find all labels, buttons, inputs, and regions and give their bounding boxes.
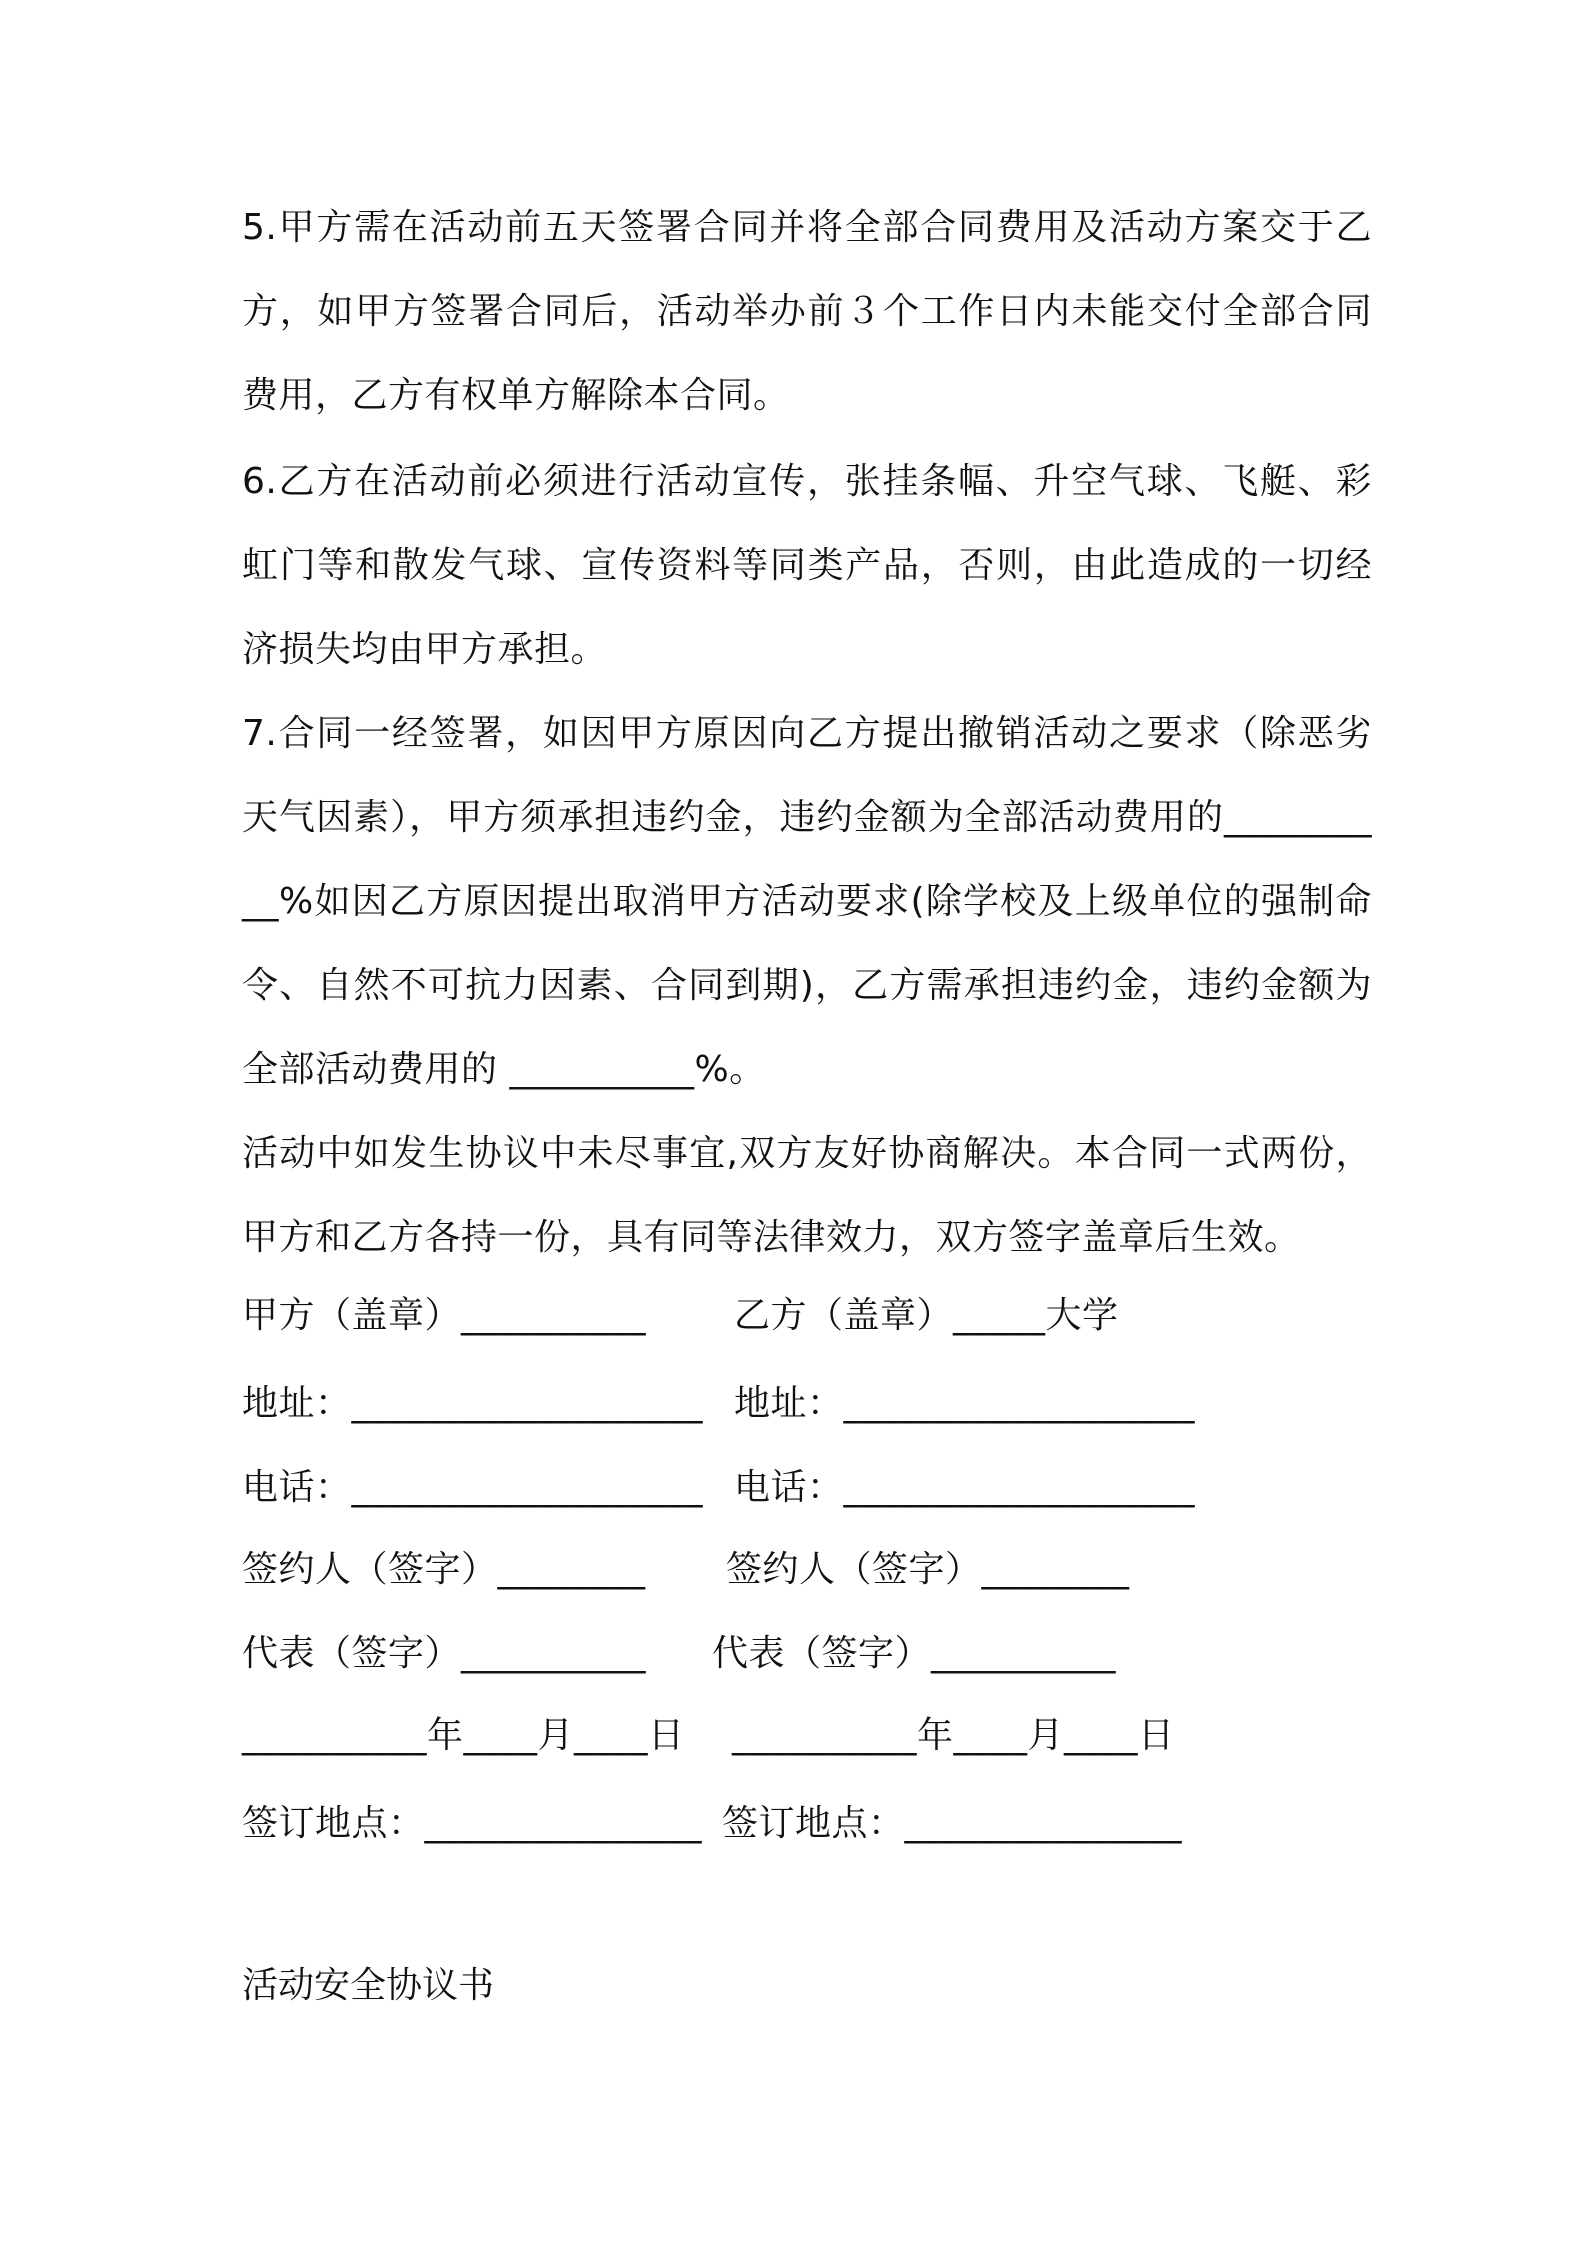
party-a-signer-field: 签约人（签字）________ xyxy=(242,1549,646,1590)
party-b-phone-field: 电话：___________________ xyxy=(734,1467,1196,1508)
party-a-address-field: 地址：___________________ xyxy=(242,1383,704,1424)
clause-6: 6.乙方在活动前必须进行活动宣传，张挂条幅、升空气球、飞艇、彩虹门等和散发气球、宣传资料等同类产品，否则，由此造成的一切经济损失均由甲方承担。 xyxy=(242,461,1372,670)
party-a-date-field: __________年____月____日 xyxy=(242,1715,685,1756)
party-b-signer-field: 签约人（签字）________ xyxy=(726,1549,1130,1590)
clause-5: 5.甲方需在活动前五天签署合同并将全部合同费用及活动方案交于乙方，如甲方签署合同后，活动举办前３个工作日内未能交付全部合同费用，乙方有权单方解除本合同。 xyxy=(242,207,1372,416)
party-a-seal-field: 甲方（盖章）__________ xyxy=(242,1295,647,1336)
party-b-seal-field: 乙方（盖章）_____大学 xyxy=(734,1295,1119,1336)
party-b-place-field: 签订地点：_______________ xyxy=(722,1803,1183,1844)
party-b-address-field: 地址：___________________ xyxy=(734,1383,1196,1424)
party-b-date-field: __________年____月____日 xyxy=(732,1715,1175,1756)
party-b-rep-field: 代表（签字）__________ xyxy=(712,1633,1117,1674)
party-a-place-field: 签订地点：_______________ xyxy=(242,1803,703,1844)
party-a-rep-field: 代表（签字）__________ xyxy=(242,1633,647,1674)
party-a-phone-field: 电话：___________________ xyxy=(242,1467,704,1508)
next-section-title: 活动安全协议书 xyxy=(242,1965,495,2006)
closing-paragraph: 活动中如发生协议中未尽事宜,双方友好协商解决。本合同一式两份，甲方和乙方各持一份，具有同等法律效力，双方签字盖章后生效。 xyxy=(242,1133,1372,1258)
clause-7: 7.合同一经签署，如因甲方原因向乙方提出撤销活动之要求（除恶劣天气因素），甲方须承担违约金，违约金额为全部活动费用的__________%如因乙方原因提出取消甲方活动要求(除学校及上级单位的强制命令、自然不可抗力因素、合同到期)，乙方需承担违约金，违约金额为全部活动费用的 __________%。 xyxy=(242,713,1372,1090)
